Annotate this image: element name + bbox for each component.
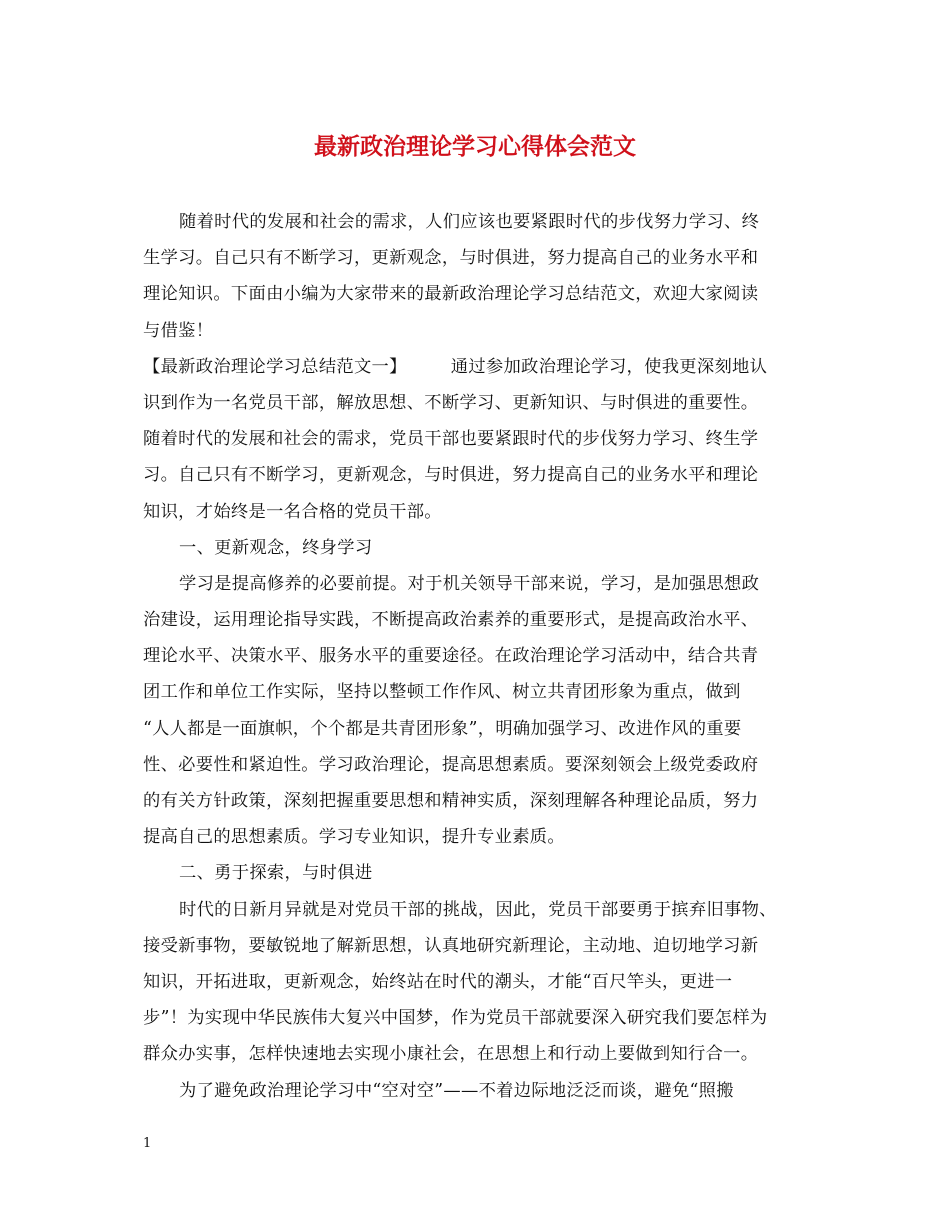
- section-heading-line: [143, 349, 810, 385]
- text-line: 群众办实事，怎样快速地去实现小康社会，在思想上和行动上要做到知行合一。: [143, 1044, 759, 1065]
- text-line: 随着时代的发展和社会的需求，人们应该也要紧跟时代的步伐努力学习、终: [179, 212, 760, 232]
- text-line: 理论知识。下面由小编为大家带来的最新政治理论学习总结范文，欢迎大家阅读: [143, 284, 759, 305]
- text-line: 治建设，运用理论指导实践，不断提高政治素养的重要形式，是提高政治水平、: [143, 610, 759, 631]
- text-line: 与借鉴！: [143, 320, 214, 341]
- document-body: [143, 204, 810, 1109]
- subheading-line: 一、更新观念，终身学习: [179, 537, 373, 558]
- page-title: 最新政治理论学习心得体会范文: [314, 133, 636, 160]
- section-heading: 【最新政治理论学习总结范文一】: [143, 356, 407, 377]
- text-line: 的有关方针政策，深刻把握重要思想和精神实质，深刻理解各种理论品质，努力: [143, 791, 759, 811]
- text-line: 知识，开拓进取，更新观念，始终站在时代的潮头，才能“百尺竿头，更进一: [143, 971, 733, 992]
- text-line: 识到作为一名党员干部，解放思想、不断学习、更新知识、与时俱进的重要性。: [143, 392, 759, 413]
- text-line: “人人都是一面旗帜，个个都是共青团形象”，明确加强学习、改进作风的重要: [143, 718, 742, 739]
- text-line: 步”！为实现中华民族伟大复兴中国梦，作为党员干部就要深入研究我们要怎样为: [143, 1008, 768, 1029]
- text-line: 提高自己的思想素质。学习专业知识，提升专业素质。: [143, 827, 565, 848]
- text-line: 随着时代的发展和社会的需求，党员干部也要紧跟时代的步伐努力学习、终生学: [143, 429, 759, 450]
- subheading-line: 二、勇于探索，与时俱进: [179, 863, 373, 884]
- text-line: 接受新事物，要敏锐地了解新思想，认真地研究新理论，主动地、迫切地学习新: [143, 935, 759, 956]
- text-line: 生学习。自己只有不断学习，更新观念，与时俱进，努力提高自己的业务水平和: [143, 248, 759, 269]
- text-fragment: 通过参加政治理论学习，使我更深刻地认: [450, 356, 768, 377]
- text-line: 为了避免政治理论学习中“空对空”——不着边际地泛泛而谈，避免“照搬: [179, 1080, 734, 1101]
- text-line: 时代的日新月异就是对党员干部的挑战，因此，党员干部要勇于摈弃旧事物、: [179, 899, 777, 920]
- text-line: 团工作和单位工作实际，坚持以整顿工作作风、树立共青团形象为重点，做到: [143, 682, 741, 703]
- page-number: 1: [143, 1136, 152, 1151]
- text-line: 学习是提高修养的必要前提。对于机关领导干部来说，学习，是加强思想政: [179, 573, 760, 594]
- text-line: 知识，才始终是一名合格的党员干部。: [143, 501, 442, 522]
- text-line: 习。自己只有不断学习，更新观念，与时俱进，努力提高自己的业务水平和理论: [143, 465, 759, 486]
- text-line: 性、必要性和紧迫性。学习政治理论，提高思想素质。要深刻领会上级党委政府: [143, 754, 759, 775]
- text-line: 理论水平、决策水平、服务水平的重要途径。在政治理论学习活动中，结合共青: [143, 646, 759, 667]
